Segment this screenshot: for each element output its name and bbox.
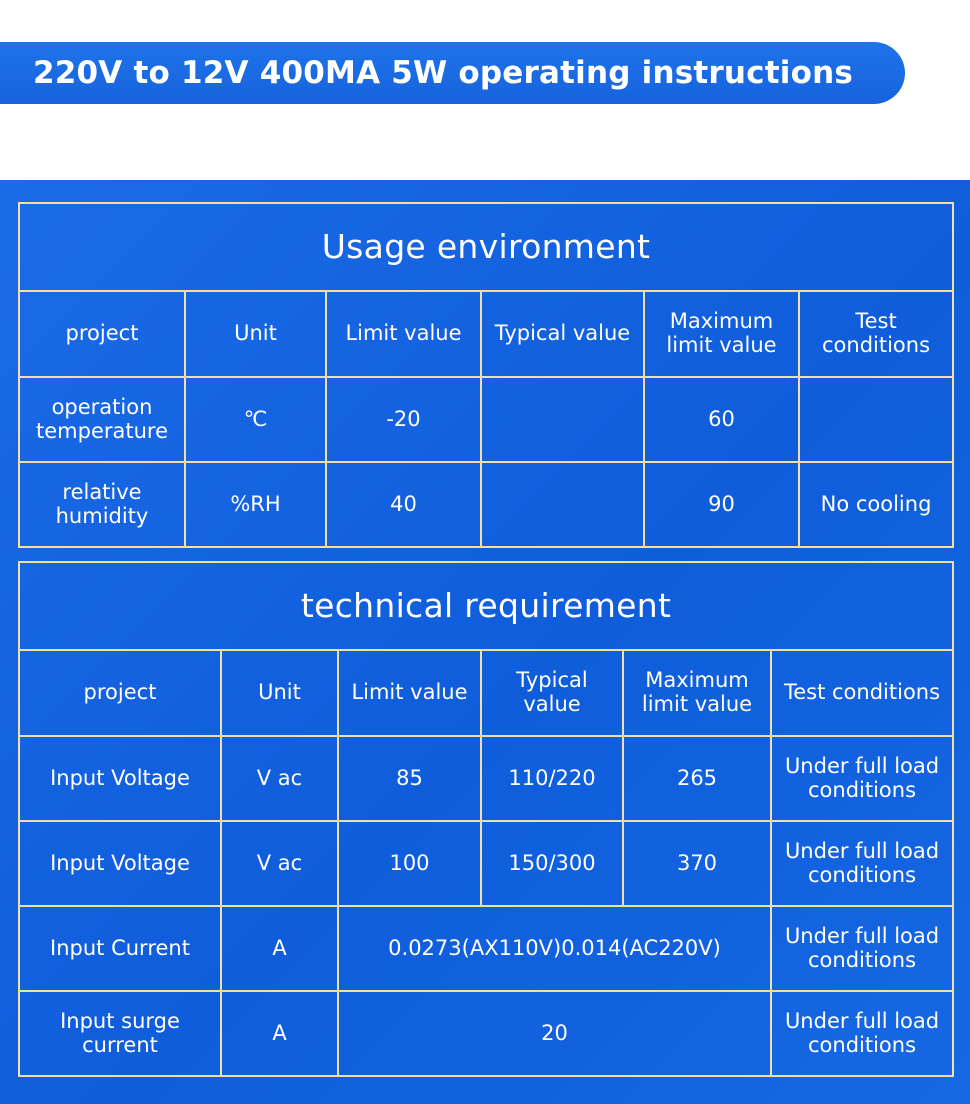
cell-merged-value: 20 [338, 991, 771, 1076]
header-band [0, 0, 970, 122]
column-header-test-conditions: Test conditions [771, 650, 953, 736]
cell-test-conditions: No cooling [799, 462, 953, 547]
table-row [19, 462, 953, 547]
cell-typical-value [481, 377, 644, 462]
cell-project: operation temperature [19, 377, 185, 462]
cell-unit: ℃ [185, 377, 326, 462]
cell-limit-value: 85 [338, 736, 481, 821]
column-header-typical-value: Typical value [481, 650, 623, 736]
cell-unit: A [221, 991, 338, 1076]
cell-project: Input Voltage [19, 736, 221, 821]
cell-project: Input Current [19, 906, 221, 991]
column-header-limit-value: Limit value [326, 291, 481, 377]
cell-maximum-limit-value: 370 [623, 821, 771, 906]
page-title: 220V to 12V 400MA 5W operating instructions [33, 55, 854, 91]
table-title-usage-environment: Usage environment [19, 203, 953, 291]
table-title-technical-requirement: technical requirement [19, 562, 953, 650]
cell-unit: A [221, 906, 338, 991]
cell-maximum-limit-value: 90 [644, 462, 799, 547]
cell-test-conditions [799, 377, 953, 462]
cell-test-conditions: Under full load conditions [771, 736, 953, 821]
cell-test-conditions: Under full load conditions [771, 991, 953, 1076]
column-header-test-conditions: Test conditions [799, 291, 953, 377]
table-row [19, 906, 953, 991]
table-row [19, 991, 953, 1076]
cell-unit: V ac [221, 736, 338, 821]
cell-unit: V ac [221, 821, 338, 906]
column-header-unit: Unit [185, 291, 326, 377]
cell-project: relative humidity [19, 462, 185, 547]
cell-merged-value: 0.0273(AX110V)0.014(AC220V) [338, 906, 771, 991]
cell-unit: %RH [185, 462, 326, 547]
technical-requirement-table [18, 561, 954, 1077]
table-header-row [19, 291, 953, 377]
column-header-unit: Unit [221, 650, 338, 736]
column-header-project: project [19, 291, 185, 377]
column-header-typical-value: Typical value [481, 291, 644, 377]
table-row [19, 821, 953, 906]
cell-test-conditions: Under full load conditions [771, 906, 953, 991]
column-header-maximum-limit-value: Maximum limit value [623, 650, 771, 736]
cell-maximum-limit-value: 265 [623, 736, 771, 821]
table-row [19, 736, 953, 821]
table-row [19, 377, 953, 462]
cell-typical-value [481, 462, 644, 547]
cell-typical-value: 150/300 [481, 821, 623, 906]
table-header-row [19, 650, 953, 736]
cell-limit-value: -20 [326, 377, 481, 462]
cell-maximum-limit-value: 60 [644, 377, 799, 462]
column-header-limit-value: Limit value [338, 650, 481, 736]
cell-project: Input Voltage [19, 821, 221, 906]
cell-limit-value: 100 [338, 821, 481, 906]
cell-typical-value: 110/220 [481, 736, 623, 821]
column-header-project: project [19, 650, 221, 736]
usage-environment-table [18, 202, 954, 548]
column-header-maximum-limit-value: Maximum limit value [644, 291, 799, 377]
cell-project: Input surge current [19, 991, 221, 1076]
spec-tables [18, 202, 952, 1090]
page-title-pill [0, 42, 905, 104]
cell-limit-value: 40 [326, 462, 481, 547]
cell-test-conditions: Under full load conditions [771, 821, 953, 906]
